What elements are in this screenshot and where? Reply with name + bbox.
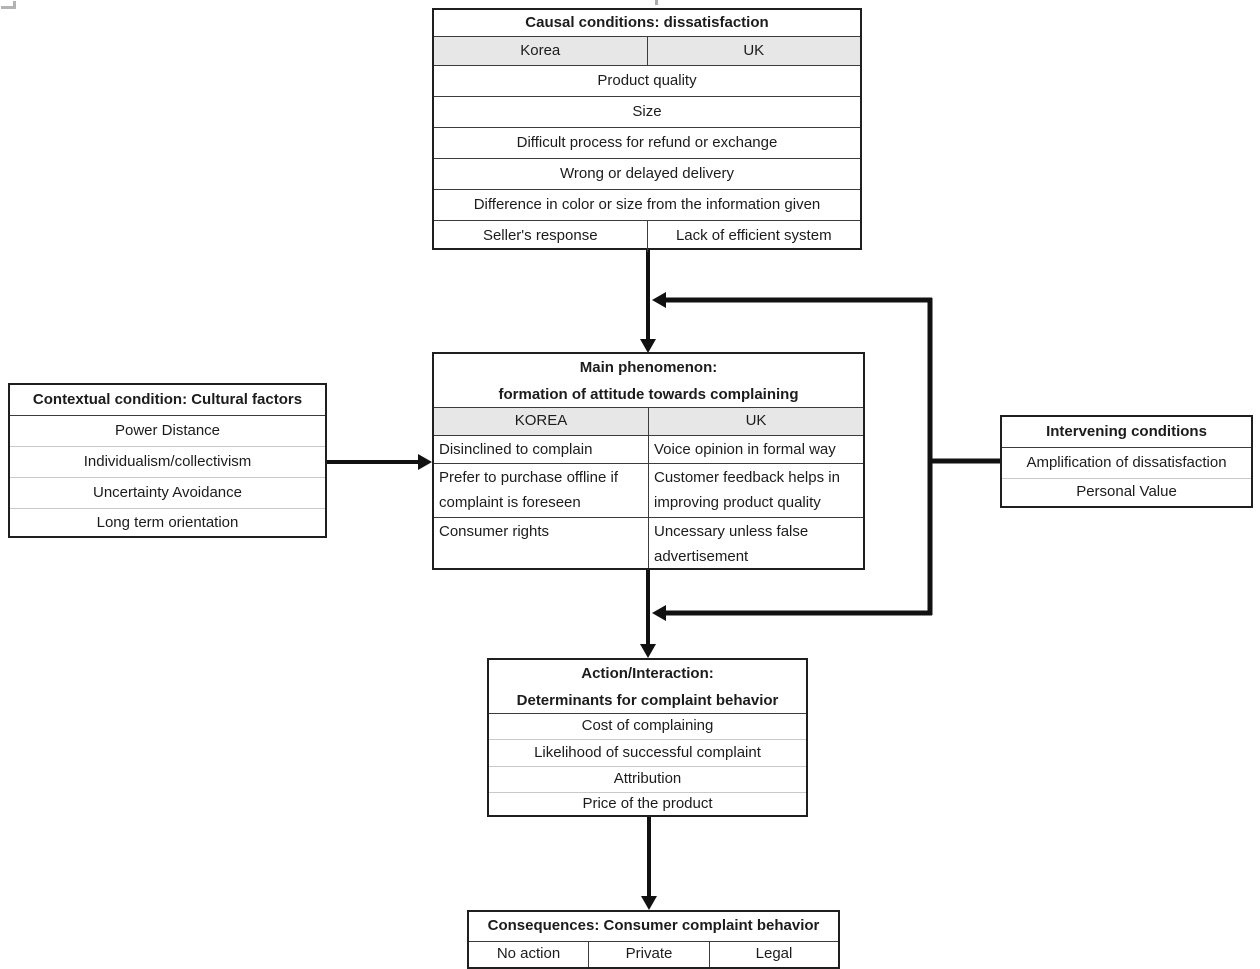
- contextual-row: Long term orientation: [96, 514, 239, 532]
- causal-title: Causal conditions: dissatisfaction: [434, 10, 860, 37]
- main-cell-uk: Voice opinion in formal way: [654, 441, 836, 458]
- contextual-title: Contextual condition: Cultural factors: [10, 385, 325, 416]
- arrow-causal-to-main: [640, 250, 656, 353]
- intervening-conditions-box: [1000, 415, 1253, 508]
- causal-col-uk: UK: [743, 41, 765, 59]
- consequences-title: Consequences: Consumer complaint behavior: [469, 912, 838, 942]
- consequences-cells-row: [469, 942, 838, 967]
- action-title-line1: Action/Interaction:: [581, 664, 714, 682]
- main-cell-korea: Prefer to purchase offline if complaint is foreseen: [434, 464, 649, 517]
- consequences-box: [467, 910, 840, 969]
- consequence-legal: Legal: [755, 945, 793, 963]
- contextual-condition-box: [8, 383, 327, 538]
- action-row: Likelihood of successful complaint: [489, 740, 806, 767]
- arrow-action-to-consequences: [641, 817, 657, 910]
- screen-artifact-tick: [655, 0, 658, 5]
- causal-conditions-box: [432, 8, 862, 250]
- causal-split-korea: Seller's response: [434, 221, 648, 252]
- causal-row: Product quality: [434, 66, 860, 97]
- intervening-row: Amplification of dissatisfaction: [1002, 448, 1251, 479]
- action-title: [489, 660, 806, 714]
- main-title-line2: formation of attitude towards complaining: [498, 385, 799, 403]
- causal-col-korea: Korea: [434, 37, 648, 65]
- consequence-no-action: No action: [469, 942, 589, 967]
- main-cell-korea: Disinclined to complain: [434, 436, 649, 463]
- action-title-line2: Determinants for complaint behavior: [516, 691, 779, 709]
- main-title: [434, 354, 863, 408]
- main-title-line1: Main phenomenon:: [579, 358, 718, 376]
- consequence-private: Private: [589, 942, 710, 967]
- causal-row: Wrong or delayed delivery: [434, 159, 860, 190]
- arrow-main-to-action: [640, 570, 656, 658]
- main-phenomenon-box: [432, 352, 865, 570]
- main-col-uk: UK: [745, 412, 767, 430]
- intervening-row: Personal Value: [1076, 483, 1177, 501]
- causal-split-uk: Lack of efficient system: [675, 227, 832, 245]
- main-cell-korea: Consumer rights: [434, 518, 649, 568]
- main-row: [434, 464, 863, 518]
- main-col-korea: KOREA: [434, 408, 649, 435]
- action-interaction-box: [487, 658, 808, 817]
- contextual-row: Uncertainty Avoidance: [10, 478, 325, 509]
- contextual-row: Individualism/collectivism: [10, 447, 325, 478]
- action-row: Cost of complaining: [489, 714, 806, 740]
- causal-country-header-row: [434, 37, 860, 66]
- action-row: Attribution: [489, 767, 806, 793]
- causal-split-row: [434, 221, 860, 252]
- action-row: Price of the product: [582, 794, 713, 812]
- main-row: [434, 518, 863, 568]
- main-country-header-row: [434, 408, 863, 436]
- arrow-contextual-to-main: [327, 454, 432, 470]
- intervening-title: Intervening conditions: [1002, 417, 1251, 448]
- causal-row: Difficult process for refund or exchange: [434, 128, 860, 159]
- screen-artifact-corner: [1, 1, 16, 9]
- main-cell-uk: Uncessary unless false advertisement: [654, 523, 809, 565]
- causal-row: Size: [434, 97, 860, 128]
- main-row: [434, 436, 863, 464]
- contextual-row: Power Distance: [10, 416, 325, 447]
- main-cell-uk: Customer feedback helps in improving product quality: [654, 469, 840, 511]
- causal-row: Difference in color or size from the information given: [434, 190, 860, 221]
